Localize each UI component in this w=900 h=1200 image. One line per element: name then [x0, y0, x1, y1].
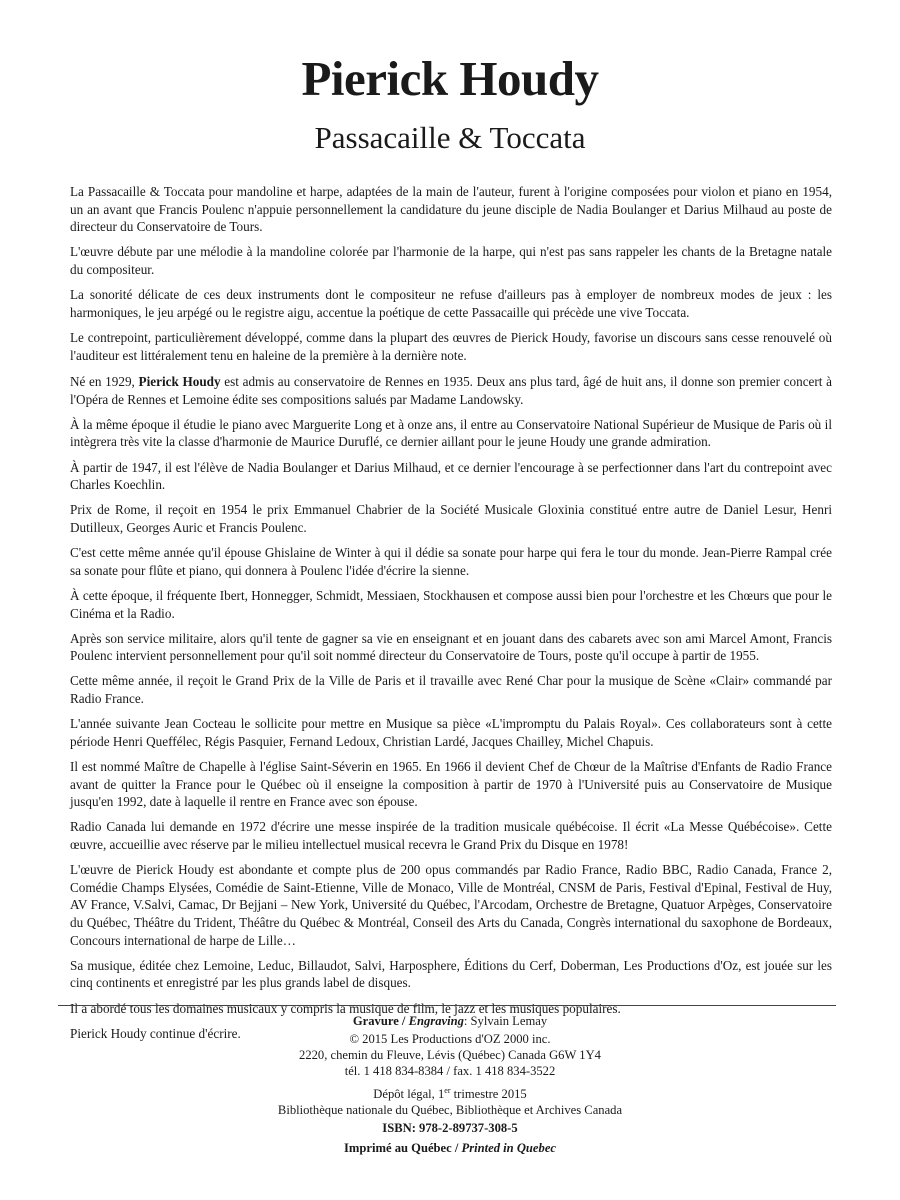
- divider: [58, 1005, 836, 1006]
- bio-paragraph: C'est cette même année qu'il épouse Ghislaine de Winter à qui il dédie sa sonate pour harpe qui fera le tour du monde. Jean-Pierre Rampal crée sa sonate pour flûte et piano, qui donnera à Poulenc l'idée d'écrire la sienne.: [70, 545, 832, 578]
- colophon: [0, 1013, 900, 1156]
- publisher-address: 2220, chemin du Fleuve, Lévis (Québec) Canada G6W 1Y4: [299, 1048, 601, 1062]
- copyright-line: © 2015 Les Productions d'OZ 2000 inc.: [349, 1032, 551, 1046]
- bio-paragraph: Après son service militaire, alors qu'il tente de gagner sa vie en enseignant et en jouant dans des cabarets avec son ami Marcel Amont, Francis Poulenc intervient personnellement pour qu'il soit nommé directeur du Conservatoire de Tours, poste qu'il occupe à partir de 1955.: [70, 630, 832, 664]
- bio-paragraph: Sa musique, éditée chez Lemoine, Leduc, Billaudot, Salvi, Harposphere, Éditions du Cerf, Doberman, Les Productions d'Oz, est jouée sur les cinq continents et enregistré par les plus grands label de disques.: [70, 957, 832, 991]
- bio-paragraph: Cette même année, il reçoit le Grand Prix de la Ville de Paris et il travaille avec René Char pour la musique de Scène «Clair» commandé par Radio France.: [70, 673, 832, 707]
- intro-paragraph: La sonorité délicate de ces deux instruments dont le compositeur ne refuse d'ailleurs pas à employer de nombreux modes de jeux : les harmoniques, le jeu arpégé ou le registre aigu, accentue la poétique de cette Passacaille qui précède une vive Toccata.: [70, 287, 832, 320]
- bio-text: est admis au conservatoire de Rennes en 1935. Deux ans plus tard, âgé de huit ans, il donne son premier concert à l'Opéra de Rennes et Lemoine édite ses compositions salués par Madame Landowsky.: [70, 374, 832, 407]
- bio-paragraph: [70, 373, 832, 408]
- publisher-phone: tél. 1 418 834-8384 / fax. 1 418 834-3522: [344, 1064, 556, 1078]
- intro-paragraph: L'œuvre débute par une mélodie à la mandoline colorée par l'harmonie de la harpe, qui n'est pas sans rappeler les chants de la Bretagne natale du compositeur.: [70, 244, 832, 277]
- composer-name: Pierick Houdy: [301, 51, 599, 106]
- library-line: Bibliothèque nationale du Québec, Bibliothèque et Archives Canada: [277, 1103, 623, 1118]
- engraver-name: : Sylvain Lemay: [463, 1014, 548, 1028]
- bio-text: Né en 1929,: [70, 374, 139, 389]
- intro-paragraph: La Passacaille & Toccata pour mandoline et harpe, adaptées de la main de l'auteur, furent à l'origine composées pour violon et piano en 1954, un an avant que Francis Poulenc n'appuie personnellement la candidature du jeune disciple de Nadia Boulanger et Darius Milhaud au poste de directeur du Conservatoire de Tours.: [70, 184, 832, 235]
- bio-paragraph: Prix de Rome, il reçoit en 1954 le prix Emmanuel Chabrier de la Société Musicale Gloxinia constitué entre autre de Daniel Lesur, Henri Dutilleux, Georges Auric et Francis Poulenc.: [70, 502, 832, 535]
- composer-name-bold: Pierick Houdy: [138, 374, 221, 389]
- engraving-credit: [0, 1013, 900, 1029]
- bio-paragraph: Pierick Houdy continue d'écrire.: [70, 1025, 241, 1041]
- bio-paragraph: Radio Canada lui demande en 1972 d'écrire une messe inspirée de la tradition musicale québécoise. Il écrit «La Messe Québécoise». Cette œuvre, accueillie avec réserve par le milieu intellectuel musical recevra le Grand Prix du Disque en 1978!: [70, 819, 832, 852]
- intro-paragraph: Le contrepoint, particulièrement développé, comme dans la plupart des œuvres de Pierick Houdy, favorise un discours sans cesse renouvelé où l'auditeur est littéralement tenu en haleine de la première à la dernière note.: [70, 329, 832, 363]
- bio-paragraph: L'œuvre de Pierick Houdy est abondante et compte plus de 200 opus commandés par Radio France, Radio BBC, Radio Canada, France 2, Comédie Champs Elysées, Comédie de Saint-Etienne, Ville de Monaco, Ville de Montréal, CNSM de Paris, Festival d'Epinal, Festival de Huy, AV France, V.Salvi, Camac, Dr Bejjani – New York, Université du Québec, l'Arcodam, Orchestre de Bretagne, Quatuor Arpèges, Conservatoire du Québec, Théâtre du Trident, Théâtre du Québec & Montréal, Conseil des Arts du Canada, Congrès international du saxophone de Bordeaux, Concours international de harpe de Lille…: [70, 862, 832, 948]
- biography-section: [70, 373, 832, 1050]
- bio-paragraph: À cette époque, il fréquente Ibert, Honnegger, Schmidt, Messiaen, Stockhausen et compose aussi bien pour l'orchestre et les Chœurs que pour le Cinéma et la Radio.: [70, 587, 832, 621]
- isbn: ISBN: 978-2-89737-308-5: [382, 1121, 518, 1136]
- bio-paragraph: À partir de 1947, il est l'élève de Nadia Boulanger et Darius Milhaud, et ce dernier l'encourage à se perfectionner dans l'art du contrepoint avec Charles Koechlin.: [70, 459, 832, 493]
- printed-in: Imprimé au Québec / Printed in Quebec: [344, 1141, 556, 1156]
- bio-paragraph: À la même époque il étudie le piano avec Marguerite Long et à onze ans, il entre au Conservatoire National Supérieur de Musique de Paris où il intègrera très vite la classe d'harmonie de Maurice Duruflé, ce dernier aillant pour le jeune Houdy une grande admiration.: [70, 416, 832, 450]
- bio-paragraph: Il est nommé Maître de Chapelle à l'église Saint-Séverin en 1965. En 1966 il devient Chef de Chœur de la Maîtrise d'Enfants de Radio France avant de quitter la France pour le Québec où il enseigne la composition à partir de 1970 à l'Université puis au Conservatoire de Musique jusqu'en 1992, date à laquelle il rentre en France avec son épouse.: [70, 759, 832, 810]
- engraving-label: Gravure / Engraving: [352, 1014, 464, 1028]
- bio-paragraph: L'année suivante Jean Cocteau le sollicite pour mettre en Musique sa pièce «L'impromptu du Palais Royal». Ces collaborateurs sont à cette période Henri Queffélec, Régis Pasquier, Fernand Ledoux, Christian Lardé, Jacques Chailley, Michel Chapuis.: [70, 716, 832, 749]
- bio-paragraph: Il a abordé tous les domaines musicaux y compris la musique de film, le jazz et les musiques populaires.: [70, 1000, 621, 1016]
- work-title: Passacaille & Toccata: [314, 120, 586, 155]
- intro-section: [70, 183, 832, 372]
- legal-deposit: Dépôt légal, 1er trimestre 2015: [373, 1086, 527, 1102]
